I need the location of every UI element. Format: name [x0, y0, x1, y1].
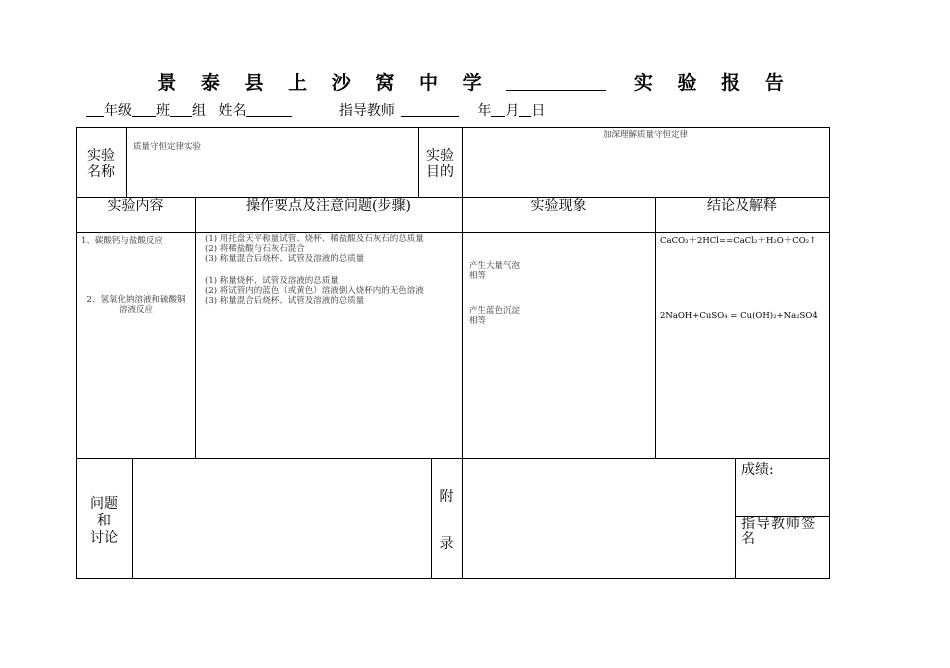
- row1-conclusion[interactable]: CaCO₃＋2HCl==CaCl₂＋H₂O＋CO₂↑: [660, 236, 817, 246]
- table-line: [735, 458, 736, 578]
- discussion-area[interactable]: [133, 460, 430, 577]
- table-border-right: [829, 127, 830, 579]
- row2-step-1[interactable]: (1) 称量烧杯、试管及溶液的总质量: [205, 276, 339, 286]
- row1-step-1[interactable]: (1) 用托盘天平称量试管、烧杯、稀盐酸及石灰石的总质量: [205, 234, 424, 244]
- info-line: [86, 100, 545, 120]
- day-label: 日: [531, 103, 546, 119]
- experiment-purpose-value[interactable]: 加深理解质量守恒定律: [602, 130, 688, 140]
- row2-content[interactable]: 2、氢氧化钠溶液和硫酸铜 溶液反应: [86, 295, 186, 315]
- appendix-label-2: 录: [439, 536, 454, 552]
- row2-step-2[interactable]: (2) 将试管内的蓝色（或黄色）溶液倒入烧杯内的无色溶液: [205, 286, 424, 296]
- group-blank[interactable]: [170, 102, 192, 117]
- table-line: [655, 197, 656, 458]
- row1-content[interactable]: 1、碳酸钙与盐酸反应: [81, 236, 163, 246]
- grade-label: 年级: [104, 103, 132, 119]
- experiment-purpose-label: 实验 目的: [426, 148, 454, 180]
- row2-phenomenon-1[interactable]: 产生蓝色沉淀: [469, 306, 521, 316]
- row2-conclusion[interactable]: 2NaOH+CuSO₄ = Cu(OH)₂+Na₂SO4: [660, 311, 818, 321]
- table-line: [126, 127, 127, 197]
- teacher-blank[interactable]: [401, 102, 459, 117]
- col-header-phenomenon: 实验现象: [530, 198, 587, 214]
- class-blank[interactable]: [132, 102, 156, 117]
- row1-phenomenon-2[interactable]: 相等: [469, 271, 487, 281]
- name-label: 姓名: [218, 103, 247, 119]
- row2-phenomenon-2[interactable]: 相等: [469, 316, 487, 326]
- col-header-conclusion: 结论及解释: [707, 198, 777, 214]
- table-line: [76, 232, 830, 233]
- month-blank[interactable]: [491, 102, 505, 117]
- day-blank[interactable]: [519, 102, 531, 117]
- discussion-label: 问题 和 讨论: [90, 496, 118, 546]
- name-blank[interactable]: [246, 102, 292, 117]
- row1-step-2[interactable]: (2) 将稀盐酸与石灰石混合: [205, 244, 305, 254]
- report-title-text: 实 验 报 告: [633, 72, 793, 94]
- col-header-steps: 操作要点及注意问题(步骤): [246, 198, 411, 214]
- row2-step-3[interactable]: (3) 称量混合后烧杯、试管及溶液的总质量: [205, 296, 365, 306]
- school-name: 景 泰 县 上 沙 窝 中 学: [157, 72, 491, 94]
- table-line: [431, 458, 432, 578]
- experiment-name-label: 实验 名称: [87, 148, 115, 180]
- report-title: [0, 68, 950, 95]
- col-header-content: 实验内容: [107, 198, 164, 214]
- row1-phenomenon-1[interactable]: 产生大量气泡: [469, 261, 521, 271]
- group-label: 组: [192, 103, 206, 119]
- class-label: 班: [156, 103, 170, 119]
- grade-blank[interactable]: [86, 102, 104, 117]
- score-label: 成绩:: [741, 462, 774, 478]
- appendix-label-1: 附: [439, 489, 454, 505]
- title-blank[interactable]: [506, 72, 606, 91]
- teacher-label: 指导教师: [338, 103, 395, 119]
- appendix-area[interactable]: [463, 460, 734, 577]
- table-border-bottom: [76, 578, 830, 579]
- experiment-name-value[interactable]: 质量守恒定律实验: [133, 142, 202, 152]
- year-label: 年: [477, 103, 492, 119]
- table-border-top: [76, 127, 830, 128]
- month-label: 月: [505, 103, 520, 119]
- row1-step-3[interactable]: (3) 称量混合后烧杯、试管及溶液的总质量: [205, 254, 365, 264]
- table-line: [195, 197, 196, 458]
- table-line: [76, 458, 830, 459]
- teacher-sign-label: 指导教师签 名: [741, 516, 816, 547]
